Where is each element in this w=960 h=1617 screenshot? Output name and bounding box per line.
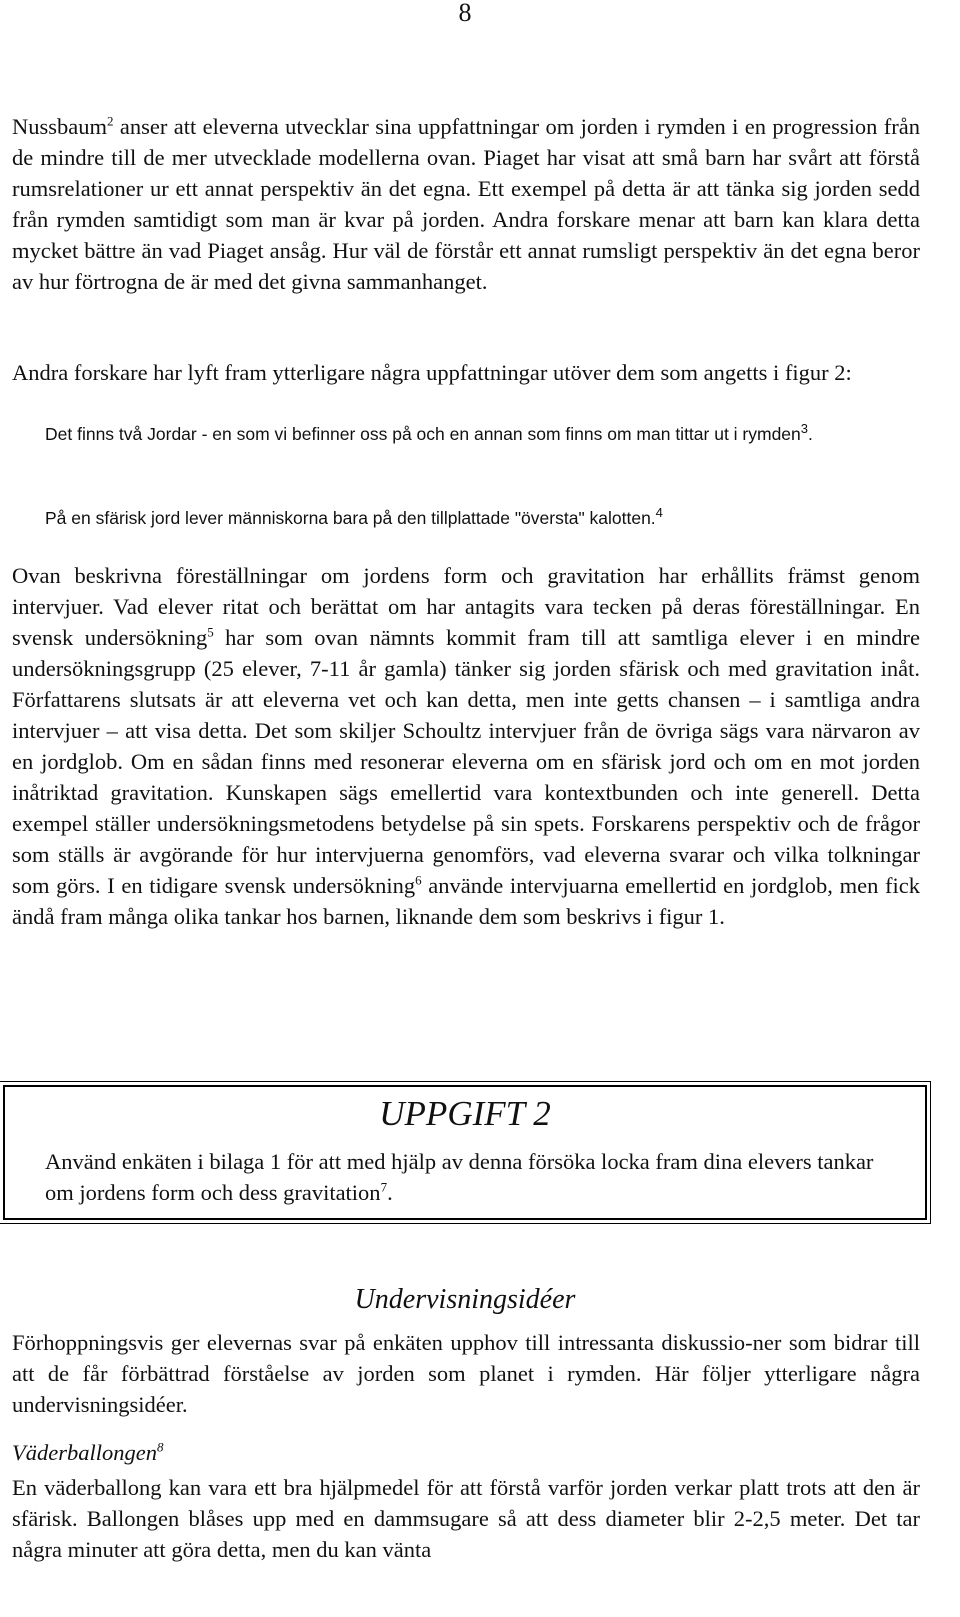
footnote-ref: 4 [655,505,663,521]
footnote-ref: 6 [415,872,422,888]
footnote-ref: 5 [207,624,214,640]
quote-text: Det finns två Jordar - en som vi befinner oss på och en annan som finns om man tittar ut i rymden [45,424,801,444]
task-end: . [387,1180,393,1205]
paragraph-text: använde intervjuarna emellertid en jordglob, men fick ändå fram många olika tankar hos barnen, liknande dem som beskrivs i figur 1. [12,873,920,929]
quote-text: På en sfärisk jord lever människorna bara på den tillplattade "översta" kalotten. [45,508,656,528]
paragraph-text: anser att eleverna utvecklar sina uppfattningar om jorden i rymden i en progression från de mindre till de mer utvecklade modellerna ovan. Piaget har visat att små barn har svårt att förstå rumsrelationer ur ett annat perspektiv än det egna. Ett exempel på detta är att tänka sig jorden sedd från rymden samtidigt som man är kvar på jorden. Andra forskare menar att barn kan klara detta mycket bättre än vad Piaget ansåg. Hur väl de förstår ett annat rumsligt perspektiv än det egna beror av hur förtrogna de är med det givna sammanhanget. [12,114,920,294]
subsection-heading-text: Väderballongen [12,1440,157,1465]
subsection-heading [12,1440,163,1466]
paragraph-nussbaum [12,111,920,297]
section-heading: Undervisningsidéer [354,1284,576,1315]
task-text: Använd enkäten i bilaga 1 för att med hjälp av denna försöka locka fram dina elevers tankar om jordens form och dess gravitation [45,1149,874,1205]
paragraph-text: Nussbaum [12,114,107,139]
quote-two-earths [45,421,923,448]
paragraph-text: har som ovan nämnts kommit fram till att samtliga elever i en mindre undersökningsgrupp (25 elever, 7-11 år gamla) tänker sig jorden sfärisk och med gravitation inåt. Författarens slutsats är att eleverna vet och kan detta, men inte getts chansen – i samtliga andra intervjuer – att visa detta. Det som skiljer Schoultz intervjuer från de övriga sägs vara närvaron av en jordglob. Om en sådan finns med resonerar eleverna om en sfärisk jord och om en mot jorden inåtriktad gravitation. Kunskapen sägs emellertid vara kontextbunden och inte generell. Detta exempel ställer undersökningsmetodens betydelse på sin spets. Forskarens perspektiv och de frågor som ställs är avgörande för hur intervjuerna genomförs, vad eleverna svarar och vilka tolkningar som görs. I en tidigare svensk undersökning [12,625,920,898]
footnote-ref: 2 [107,113,114,129]
page-number: 8 [458,0,472,27]
task-title: UPPGIFT 2 [379,1094,551,1133]
section-intro: Förhoppningsvis ger elevernas svar på enkäten upphov till intressanta diskussio-ner som bidrar till att de får förbättrad förståelse av jorden som planet i rymden. Här följer ytterligare några undervisningsidéer. [12,1330,920,1417]
paragraph-other-researchers: Andra forskare har lyft fram ytterligare några uppfattningar utöver dem som angetts i figur 2: [12,360,852,385]
paragraph-conceptions [12,560,920,932]
quote-flattened-top [45,505,923,532]
paragraph-text: Ovan beskrivna föreställningar om jordens form och gravitation har erhållits främst genom intervjuer. Vad elever ritat och berättat om har antagits vara tecken på deras föreställningar. En svensk undersökning [12,563,920,650]
quote-end: . [808,424,813,444]
task-body [45,1146,905,1208]
footnote-ref: 3 [800,421,809,437]
subsection-text: En väderballong kan vara ett bra hjälpmedel för att förstå varför jorden verkar platt trots att den är sfärisk. Ballongen blåses upp med en dammsugare så att dess diameter blir 2-2,5 meter. Det tar några minuter att göra detta, men du kan vänta [12,1475,920,1562]
footnote-ref: 7 [380,1179,388,1195]
footnote-ref: 8 [156,1439,164,1455]
